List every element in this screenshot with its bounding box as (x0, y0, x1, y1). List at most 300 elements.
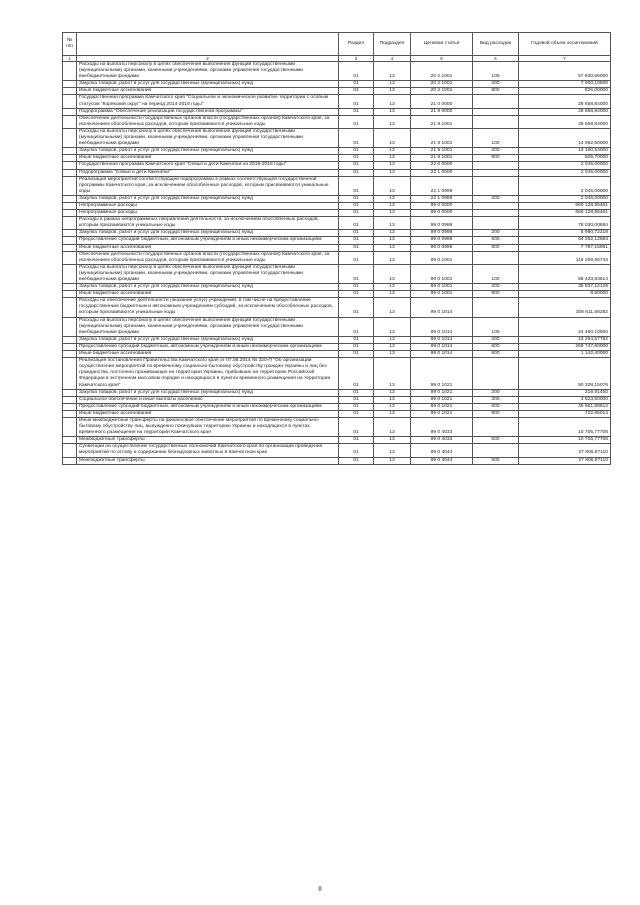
expense-name-cell: Реализация постановления Правительства Камчатского края от 07.08.2014 № 320-П "Об организации осуществления мероприятий по временному социально-бытовому обустройству граждан Украины и лиц без гражданства, постоянно проживающих на территории Украины, прибывших на территорию Российской Федерации в экстренном массовом порядке и находящихся в пунктах временного размещения на территории Камчатского края" (77, 358, 339, 389)
table-row (63, 128, 611, 147)
expense-name-cell: Иные бюджетные ассигнования (77, 351, 339, 358)
amount-cell: 50 328,15076 (519, 358, 611, 389)
amount-cell: 5 980,72219 (519, 230, 611, 237)
expense-type-cell (473, 108, 519, 115)
table-row (63, 264, 611, 283)
expense-type-cell (473, 210, 519, 217)
row-number-cell (63, 81, 77, 88)
row-number-cell (63, 217, 77, 230)
target-article-cell: 99 0 0998 (411, 230, 473, 237)
expense-name-cell: Закупка товаров, работ и услуг для государственных (муниципальных) нужд (77, 148, 339, 155)
subsection-cell: 13 (374, 202, 411, 209)
column-number: 6 (473, 56, 519, 62)
subsection-cell: 13 (374, 358, 411, 389)
section-cell: 01 (339, 264, 374, 283)
expense-type-cell: 600 (473, 403, 519, 410)
expense-name-cell: Расходы на выплаты персоналу в целях обеспечения выполнения функций государственными (муниципальными) органами, казенными учреждениями, органами управления государственными внебюджетными фондами (77, 62, 339, 81)
row-number-cell (63, 95, 77, 108)
target-article-cell: 99 0 1014 (411, 317, 473, 336)
subsection-cell: 13 (374, 343, 411, 350)
subsection-cell: 13 (374, 457, 411, 464)
section-cell: 01 (339, 336, 374, 343)
expense-name-cell: Предоставление субсидий бюджетным, автономным учреждениям и иным некоммерческим организациям (77, 403, 339, 410)
subsection-cell: 13 (374, 396, 411, 403)
expense-type-cell: 200 (473, 148, 519, 155)
amount-cell: 28 658,84000 (519, 115, 611, 128)
amount-cell: 58 423,83614 (519, 264, 611, 283)
expense-name-cell: Межбюджетные трансферты (77, 437, 339, 444)
expense-type-cell: 800 (473, 351, 519, 358)
section-cell: 01 (339, 195, 374, 202)
section-cell: 01 (339, 210, 374, 217)
row-number-cell (63, 389, 77, 396)
section-cell: 01 (339, 115, 374, 128)
section-cell: 01 (339, 444, 374, 457)
header-row (63, 33, 611, 56)
row-number-cell (63, 115, 77, 128)
row-number-cell (63, 298, 77, 317)
table-row (63, 176, 611, 195)
section-cell: 01 (339, 62, 374, 81)
row-number-cell (63, 244, 77, 251)
row-number-cell (63, 176, 77, 195)
amount-cell: 78 030,00884 (519, 217, 611, 230)
table-row (63, 336, 611, 343)
expense-type-cell: 800 (473, 410, 519, 417)
row-number-cell (63, 284, 77, 291)
header-name (77, 33, 339, 56)
amount-cell: 505,70000 (519, 155, 611, 162)
table-row (63, 317, 611, 336)
subsection-cell: 13 (374, 162, 411, 169)
amount-cell: 2 045,00000 (519, 169, 611, 176)
table-row (63, 251, 611, 264)
page-number: 8 (318, 885, 322, 893)
amount-cell: 116 269,95743 (519, 251, 611, 264)
amount-cell: 57 830,66000 (519, 62, 611, 81)
table-row (63, 202, 611, 209)
budget-table (62, 32, 611, 465)
expense-name-cell: Непрограммные расходы (77, 210, 339, 217)
expense-type-cell: 100 (473, 128, 519, 147)
section-cell: 01 (339, 155, 374, 162)
expense-name-cell: Закупка товаров, работ и услуг для государственных (муниципальных) нужд (77, 230, 339, 237)
expense-type-cell: 100 (473, 264, 519, 283)
column-number: 4 (374, 56, 411, 62)
expense-type-cell: 200 (473, 336, 519, 343)
expense-type-cell: 800 (473, 155, 519, 162)
table-row (63, 417, 611, 436)
section-cell: 01 (339, 437, 374, 444)
target-article-cell: 99 0 1014 (411, 336, 473, 343)
expense-name-cell: Расходы на выплаты персоналу в целях обеспечения выполнения функций государственными (муниципальными) органами, казенными учреждениями, органами управления государственными внебюджетными фондами (77, 264, 339, 283)
amount-cell: 269 747,60000 (519, 343, 611, 350)
expense-name-cell: Закупка товаров, работ и услуг для государственных (муниципальных) нужд (77, 389, 339, 396)
subsection-cell: 13 (374, 417, 411, 436)
target-article-cell: 20 2 1001 (411, 62, 473, 81)
table-row (63, 284, 611, 291)
target-article-cell: 99 0 0998 (411, 244, 473, 251)
table-row (63, 62, 611, 81)
subsection-cell: 13 (374, 108, 411, 115)
subsection-cell: 13 (374, 176, 411, 195)
expense-type-cell: 200 (473, 389, 519, 396)
amount-cell: 7 900,10800 (519, 81, 611, 88)
table-row (63, 210, 611, 217)
expense-type-cell (473, 444, 519, 457)
target-article-cell: 99 0 1001 (411, 251, 473, 264)
row-number-cell (63, 343, 77, 350)
subsection-cell: 13 (374, 217, 411, 230)
amount-cell: 1 142,40000 (519, 351, 611, 358)
amount-cell: 826,00000 (519, 88, 611, 95)
header-target-article: Целевая статья (411, 33, 473, 56)
table-row (63, 217, 611, 230)
row-number-cell (63, 291, 77, 298)
table-row (63, 457, 611, 464)
expense-name-cell: Предоставление субсидий бюджетным, автономным учреждениям и иным некоммерческим организациям (77, 343, 339, 350)
expense-type-cell: 100 (473, 317, 519, 336)
target-article-cell: 99 0 1021 (411, 403, 473, 410)
table-row (63, 444, 611, 457)
row-number-cell (63, 195, 77, 202)
target-article-cell: 20 2 1001 (411, 88, 473, 95)
amount-cell: 2 045,00000 (519, 195, 611, 202)
table-body (63, 62, 611, 465)
table-row (63, 389, 611, 396)
section-cell: 01 (339, 291, 374, 298)
column-number: 1 (63, 56, 77, 62)
expense-name-cell: Закупка товаров, работ и услуг для государственных (муниципальных) нужд (77, 81, 339, 88)
target-article-cell: 22 1 0000 (411, 169, 473, 176)
subsection-cell: 13 (374, 444, 411, 457)
section-cell: 01 (339, 457, 374, 464)
table-row (63, 169, 611, 176)
subsection-cell: 13 (374, 410, 411, 417)
expense-name-cell: Подпрограмма "Обеспечение реализации государственной программы" (77, 108, 339, 115)
amount-cell: 660 128,95461 (519, 202, 611, 209)
amount-cell: 27 806,87110 (519, 444, 611, 457)
section-cell: 01 (339, 351, 374, 358)
expense-type-cell (473, 176, 519, 195)
row-number-cell (63, 237, 77, 244)
subsection-cell: 13 (374, 389, 411, 396)
section-cell: 01 (339, 410, 374, 417)
subsection-cell: 13 (374, 284, 411, 291)
target-article-cell: 99 0 1014 (411, 351, 473, 358)
amount-cell: 14 962,60000 (519, 128, 611, 147)
table-row (63, 358, 611, 389)
subsection-cell: 13 (374, 264, 411, 283)
row-number-cell (63, 251, 77, 264)
expense-name-cell: Иные бюджетные ассигнования (77, 244, 339, 251)
table-row (63, 108, 611, 115)
section-cell: 01 (339, 251, 374, 264)
row-number-cell (63, 358, 77, 389)
expense-name-cell: Расходы на выплаты персоналу в целях обеспечения выполнения функций государственными (муниципальными) органами, казенными учреждениями, органами управления государственными внебюджетными фондами (77, 128, 339, 147)
amount-cell: 2 045,00000 (519, 176, 611, 195)
subsection-cell: 13 (374, 62, 411, 81)
target-article-cell: 22 0 0000 (411, 162, 473, 169)
row-number-cell (63, 444, 77, 457)
column-number: 5 (411, 56, 473, 62)
target-article-cell: 99 0 4044 (411, 444, 473, 457)
section-cell: 01 (339, 403, 374, 410)
subsection-cell: 13 (374, 169, 411, 176)
expense-name-cell: Расходы в рамках непрограммных направлений деятельности, за исключением обособленных расходов, которым присваиваются уникальные коды (77, 217, 339, 230)
expense-type-cell: 800 (473, 291, 519, 298)
section-cell: 01 (339, 202, 374, 209)
expense-name-cell: Субвенции на осуществление государственных полномочий Камчатского края по организации проведения мероприятий по отлову и содержанию безнадзорных животных в Камчатском крае (77, 444, 339, 457)
expense-type-cell (473, 169, 519, 176)
section-cell: 01 (339, 217, 374, 230)
row-number-cell (63, 457, 77, 464)
target-article-cell: 99 0 0000 (411, 202, 473, 209)
row-number-cell (63, 336, 77, 343)
row-number-cell (63, 148, 77, 155)
expense-name-cell: Расходы на выплаты персоналу в целях обеспечения выполнения функций государственными (муниципальными) органами, казенными учреждениями, органами управления государственными внебюджетными фондами (77, 317, 339, 336)
subsection-cell: 13 (374, 88, 411, 95)
subsection-cell: 13 (374, 298, 411, 317)
amount-cell: 45 661,88612 (519, 403, 611, 410)
expense-type-cell: 200 (473, 81, 519, 88)
expense-name-cell: Закупка товаров, работ и услуг для государственных (муниципальных) нужд (77, 284, 339, 291)
amount-cell: 722,85014 (519, 410, 611, 417)
target-article-cell: 22 1 0999 (411, 195, 473, 202)
expense-type-cell (473, 417, 519, 436)
row-number-cell (63, 210, 77, 217)
expense-type-cell: 600 (473, 343, 519, 350)
row-number-cell (63, 264, 77, 283)
target-article-cell: 99 0 4033 (411, 417, 473, 436)
expense-type-cell (473, 162, 519, 169)
target-article-cell: 99 0 0998 (411, 237, 473, 244)
target-article-cell: 21 9 0000 (411, 108, 473, 115)
target-article-cell: 20 2 1001 (411, 81, 473, 88)
expense-type-cell (473, 298, 519, 317)
amount-cell: 7 787,15981 (519, 244, 611, 251)
target-article-cell: 99 0 1014 (411, 343, 473, 350)
section-cell: 01 (339, 176, 374, 195)
expense-name-cell: Реализация мероприятий соответствующей подпрограммы в рамках соответствующей государственной программы Камчатского края, за исключением обособленных расходов, которым присваиваются уникальные коды (77, 176, 339, 195)
expense-type-cell (473, 115, 519, 128)
subsection-cell: 13 (374, 81, 411, 88)
table-row (63, 396, 611, 403)
expense-name-cell: Предоставление субсидий бюджетным, автономным учреждениям и иным некоммерческим организациям (77, 237, 339, 244)
target-article-cell: 99 0 1021 (411, 389, 473, 396)
subsection-cell: 13 (374, 230, 411, 237)
expense-name-cell: Иные бюджетные ассигнования (77, 155, 339, 162)
subsection-cell: 13 (374, 317, 411, 336)
table-row (63, 162, 611, 169)
row-number-cell (63, 155, 77, 162)
expense-type-cell: 200 (473, 195, 519, 202)
header-annual-amount: Годовой объем ассигнований (519, 33, 611, 56)
expense-name-cell: Государственная программа Камчатского края "Социальное и экономическое развитие территории с особым статусом "Корякский округ" на период 2014-2018 годы" (77, 95, 339, 108)
amount-cell: 660 128,95461 (519, 210, 611, 217)
section-cell: 01 (339, 169, 374, 176)
expense-name-cell: Иные бюджетные ассигнования (77, 410, 339, 417)
table-row (63, 195, 611, 202)
row-number-cell (63, 403, 77, 410)
expense-name-cell: Социальное обеспечение и иные выплаты населению (77, 396, 339, 403)
amount-cell: 13 264,57782 (519, 336, 611, 343)
table-row (63, 88, 611, 95)
row-number-cell (63, 202, 77, 209)
expense-type-cell: 800 (473, 244, 519, 251)
section-cell: 01 (339, 284, 374, 291)
expense-name-cell: Обеспечение деятельности государственных органов власти (государственных органов) Камчатского края, за исключением обособленных расходов, которым присваиваются уникальные коды (77, 251, 339, 264)
row-number-cell (63, 88, 77, 95)
expense-type-cell (473, 358, 519, 389)
subsection-cell: 13 (374, 351, 411, 358)
expense-name-cell: Закупка товаров, работ и услуг для государственных (муниципальных) нужд (77, 336, 339, 343)
subsection-cell: 13 (374, 237, 411, 244)
expense-name-cell: Иные бюджетные ассигнования (77, 291, 339, 298)
subsection-cell: 13 (374, 251, 411, 264)
section-cell: 01 (339, 128, 374, 147)
subsection-cell: 13 (374, 195, 411, 202)
header-number: № п/п (63, 33, 77, 56)
row-number-cell (63, 108, 77, 115)
table-row (63, 244, 611, 251)
amount-cell: 319,91450 (519, 389, 611, 396)
expense-type-cell: 500 (473, 457, 519, 464)
row-number-cell (63, 437, 77, 444)
section-cell: 01 (339, 396, 374, 403)
expense-name-cell: Непрограммные расходы (77, 202, 339, 209)
subsection-cell: 13 (374, 148, 411, 155)
target-article-cell: 99 0 4044 (411, 457, 473, 464)
column-number: 7 (519, 56, 611, 62)
expense-type-cell: 200 (473, 230, 519, 237)
amount-cell: 13 190,54000 (519, 148, 611, 155)
target-article-cell: 21 9 1001 (411, 148, 473, 155)
subsection-cell: 13 (374, 155, 411, 162)
section-cell: 01 (339, 298, 374, 317)
section-cell: 01 (339, 317, 374, 336)
header-expense-type: Вид расходов (473, 33, 519, 56)
amount-cell: 28 658,84000 (519, 95, 611, 108)
table-row (63, 155, 611, 162)
section-cell: 01 (339, 244, 374, 251)
expense-type-cell: 500 (473, 437, 519, 444)
row-number-cell (63, 230, 77, 237)
target-article-cell: 21 9 1001 (411, 155, 473, 162)
amount-cell: 64 262,12684 (519, 237, 611, 244)
target-article-cell: 99 0 0998 (411, 217, 473, 230)
row-number-cell (63, 417, 77, 436)
expense-name-cell: Расходы на обеспечение деятельности (оказание услуг) учреждений, в том числе на предоставление государственным бюджетным и автономным учреждениям субсидий, за исключением обособленных расходов, которым присваиваются уникальные коды (77, 298, 339, 317)
subsection-cell: 13 (374, 128, 411, 147)
subsection-cell: 13 (374, 291, 411, 298)
section-cell: 01 (339, 230, 374, 237)
subsection-cell: 13 (374, 336, 411, 343)
expense-type-cell (473, 217, 519, 230)
table-row (63, 298, 611, 317)
section-cell: 01 (339, 389, 374, 396)
target-article-cell: 21 0 0000 (411, 95, 473, 108)
amount-cell: 308 611,68282 (519, 298, 611, 317)
target-article-cell: 99 0 1021 (411, 396, 473, 403)
amount-cell: 24 460,10500 (519, 317, 611, 336)
table-row (63, 403, 611, 410)
target-article-cell: 21 9 1001 (411, 115, 473, 128)
table-row (63, 230, 611, 237)
row-number-cell (63, 62, 77, 81)
section-cell: 01 (339, 343, 374, 350)
expense-type-cell (473, 202, 519, 209)
amount-cell: 8,50000 (519, 291, 611, 298)
target-article-cell: 99 0 1001 (411, 264, 473, 283)
target-article-cell: 21 9 1001 (411, 128, 473, 147)
expense-type-cell: 800 (473, 88, 519, 95)
row-number-cell (63, 162, 77, 169)
target-article-cell: 99 0 1021 (411, 410, 473, 417)
table-row (63, 81, 611, 88)
expense-type-cell: 600 (473, 237, 519, 244)
subsection-cell: 13 (374, 95, 411, 108)
table-row (63, 148, 611, 155)
table-row (63, 237, 611, 244)
row-number-cell (63, 351, 77, 358)
expense-type-cell: 100 (473, 62, 519, 81)
header-subsection: Подраздел (374, 33, 411, 56)
section-cell: 01 (339, 358, 374, 389)
expense-name-cell: Иные бюджетные ассигнования (77, 88, 339, 95)
row-number-cell (63, 317, 77, 336)
subsection-cell: 13 (374, 115, 411, 128)
target-article-cell: 22 1 0999 (411, 176, 473, 195)
subsection-cell: 13 (374, 437, 411, 444)
target-article-cell: 99 0 1014 (411, 298, 473, 317)
target-article-cell: 99 0 0000 (411, 210, 473, 217)
table-row (63, 437, 611, 444)
table-row (63, 95, 611, 108)
expense-type-cell (473, 251, 519, 264)
header-section: Раздел (339, 33, 374, 56)
expense-name-cell: Государственная программа Камчатского края "Семья и дети Камчатки на 2015-2018 годы" (77, 162, 339, 169)
expense-name-cell: Иные межбюджетные трансферты на финансовое обеспечение мероприятий по временному социально-бытовому обустройству лиц, вынужденно покинувших территорию Украины и находящихся в пунктах временного размещения на территории Камчатского края (77, 417, 339, 436)
expense-name-cell: Обеспечение деятельности государственных органов власти (государственных органов) Камчатского края, за исключением обособленных расходов, которым присваиваются уникальные коды (77, 115, 339, 128)
table-row (63, 351, 611, 358)
target-article-cell: 99 0 1001 (411, 284, 473, 291)
section-cell: 01 (339, 88, 374, 95)
expense-name-cell: Подпрограмма "Семья и дети Камчатки" (77, 169, 339, 176)
row-number-cell (63, 169, 77, 176)
expense-type-cell: 200 (473, 284, 519, 291)
target-article-cell: 99 0 1001 (411, 291, 473, 298)
amount-cell: 27 806,87110 (519, 457, 611, 464)
row-number-cell (63, 410, 77, 417)
target-article-cell: 99 0 4033 (411, 437, 473, 444)
amount-cell: 10 705,77708 (519, 417, 611, 436)
amount-cell: 2 045,00000 (519, 162, 611, 169)
subsection-cell: 13 (374, 244, 411, 251)
section-cell: 01 (339, 148, 374, 155)
row-number-cell (63, 128, 77, 147)
table-row (63, 343, 611, 350)
target-article-cell: 99 0 1021 (411, 358, 473, 389)
expense-name-cell: Межбюджетные трансферты (77, 457, 339, 464)
expense-name-cell: Закупка товаров, работ и услуг для государственных (муниципальных) нужд (77, 195, 339, 202)
expense-type-cell: 300 (473, 396, 519, 403)
amount-cell: 3 623,50000 (519, 396, 611, 403)
expense-type-cell (473, 95, 519, 108)
subsection-cell: 13 (374, 210, 411, 217)
row-number-cell (63, 396, 77, 403)
section-cell: 01 (339, 95, 374, 108)
